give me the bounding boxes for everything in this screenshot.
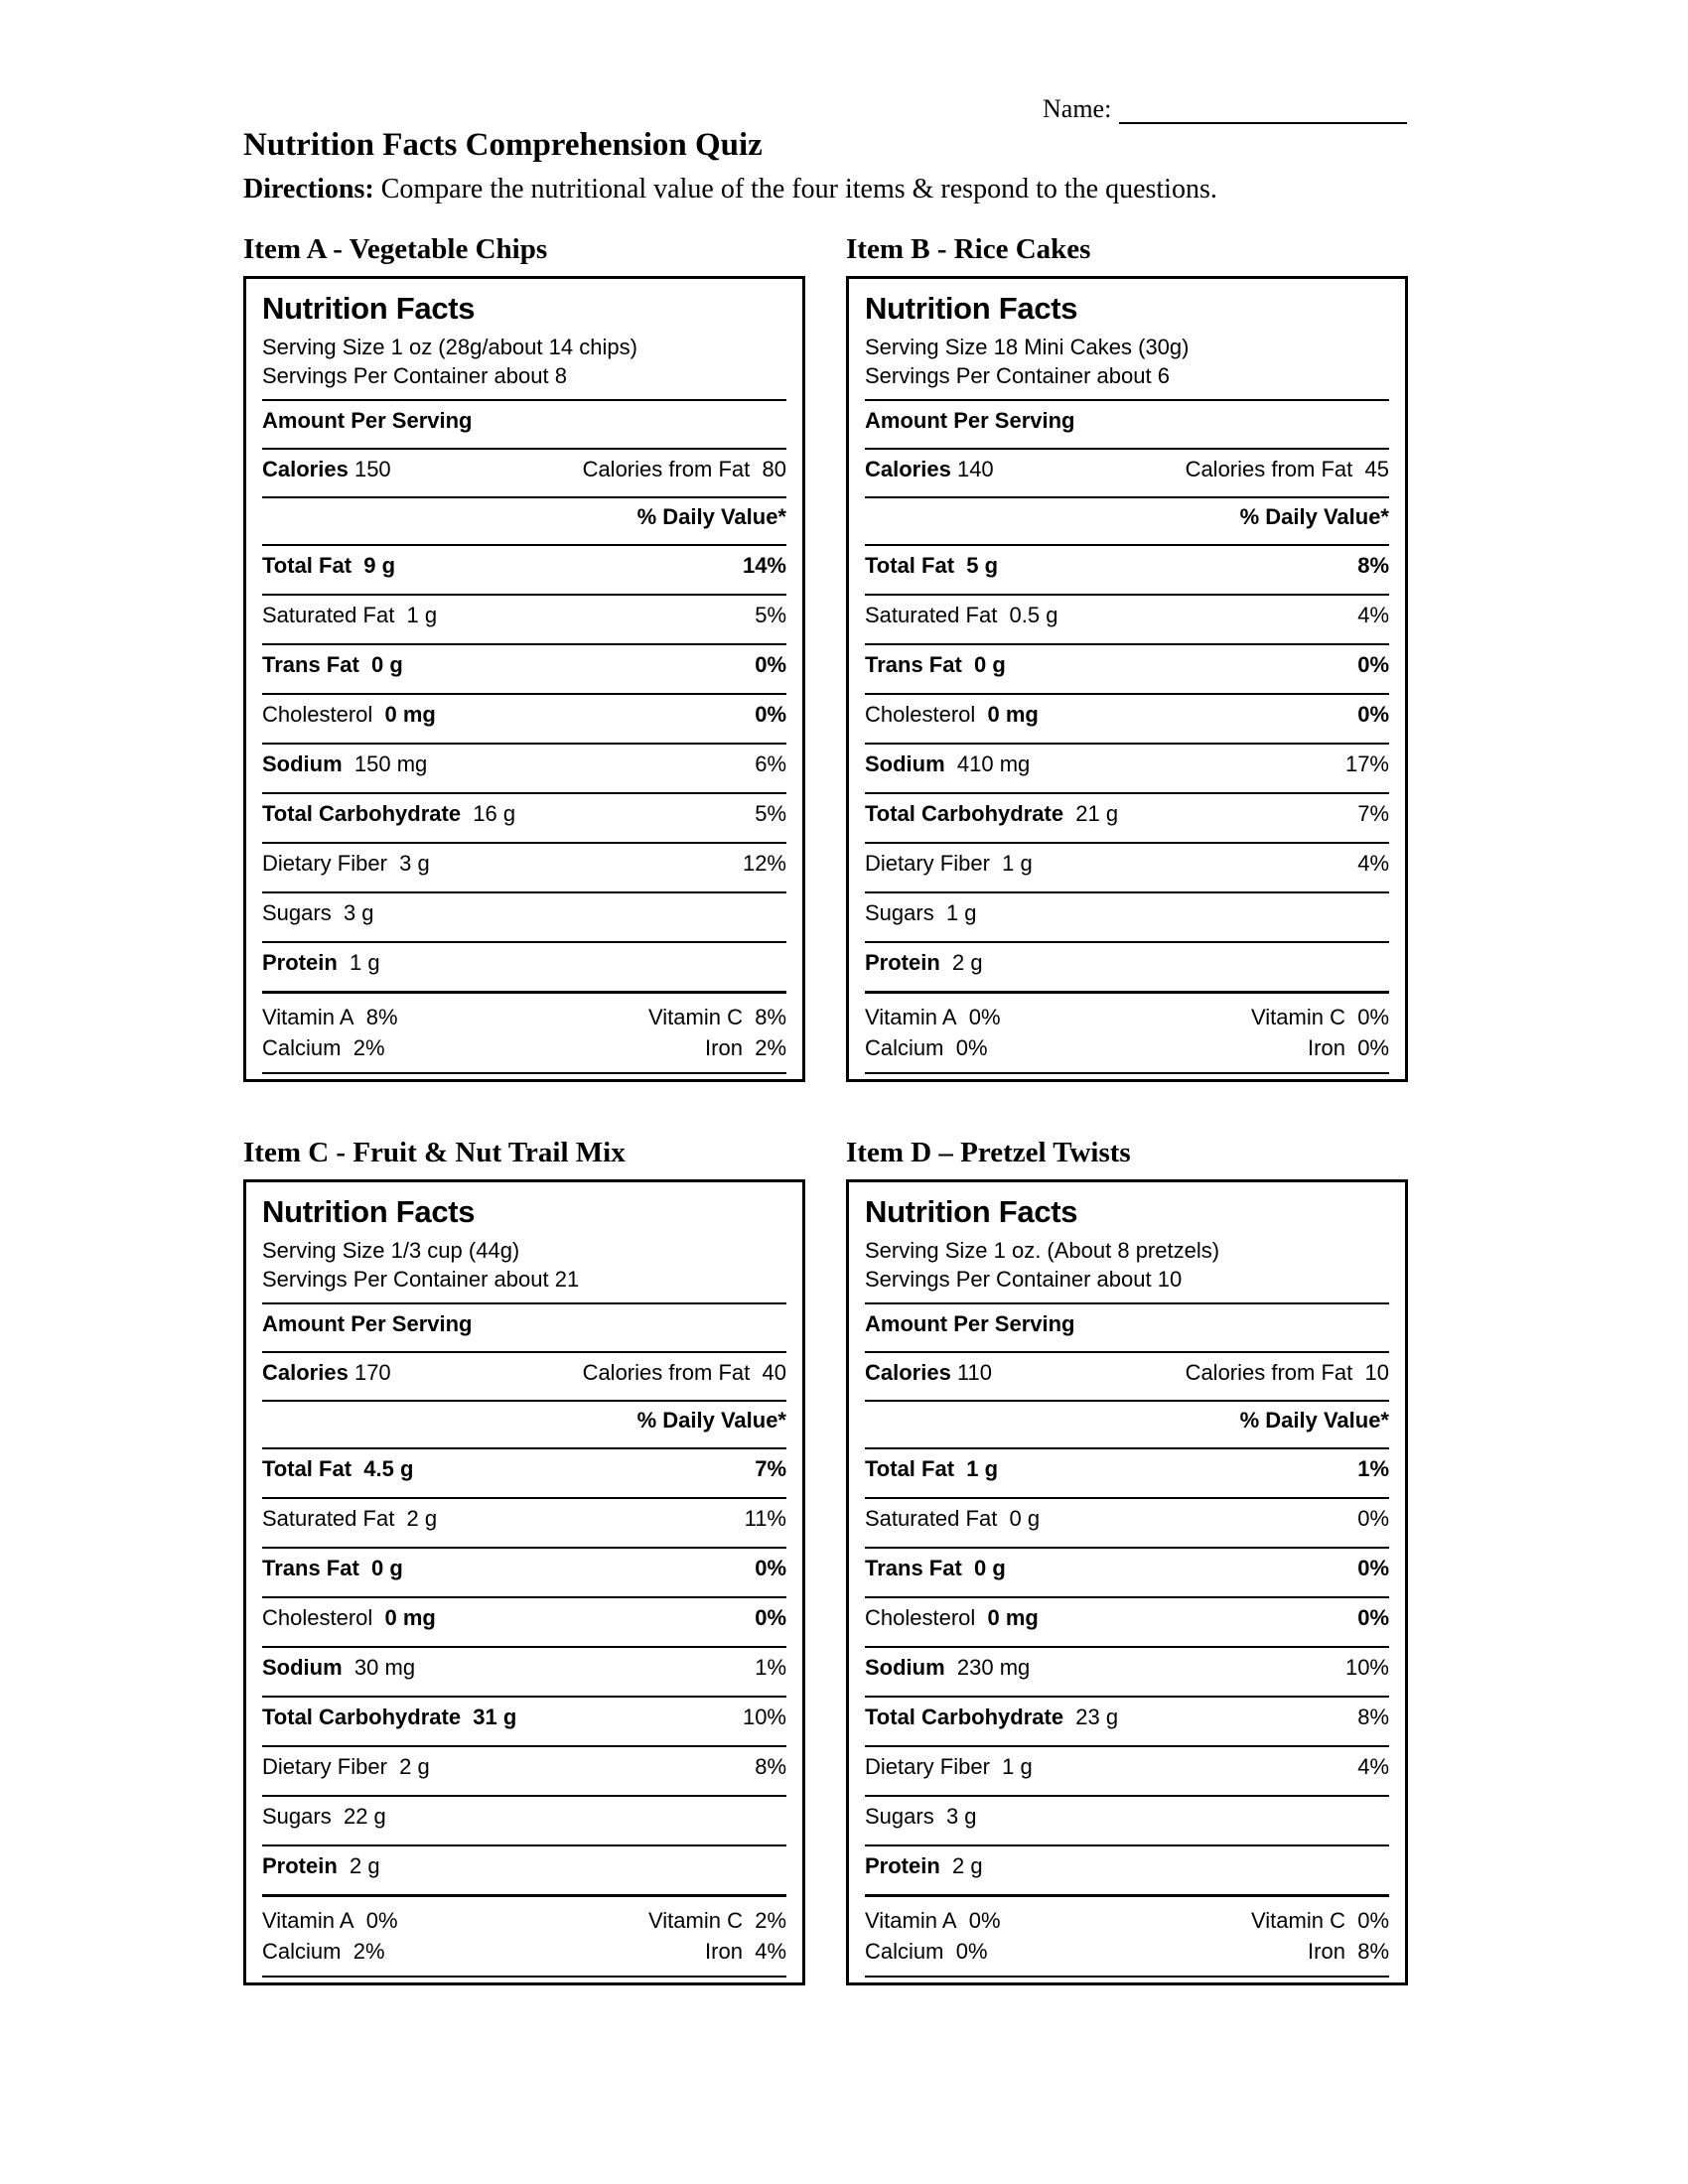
sugars-row-c bbox=[262, 1797, 786, 1837]
directions-label: Directions: bbox=[243, 174, 374, 205]
iron-value-d: 8% bbox=[1357, 1939, 1389, 1965]
trans-fat-label: Trans Fat bbox=[262, 651, 359, 677]
trans-fat-dv-b: 0% bbox=[1357, 651, 1389, 677]
dietary-fiber-label: Dietary Fiber bbox=[865, 850, 990, 876]
calories-row-c bbox=[262, 1353, 786, 1392]
sodium-value-a: 150 mg bbox=[353, 751, 428, 776]
total-carb-value-a: 16 g bbox=[473, 800, 516, 826]
cholesterol-value-a: 0 mg bbox=[384, 701, 436, 727]
cholesterol-value-b: 0 mg bbox=[987, 701, 1039, 727]
dietary-fiber-dv-a: 12% bbox=[742, 850, 786, 876]
total-fat-label: Total Fat bbox=[865, 1455, 955, 1481]
sodium-row-c bbox=[262, 1648, 786, 1688]
amount-per-serving-heading: Amount Per Serving bbox=[865, 1310, 1075, 1336]
servings-per-container-a: Servings Per Container about 8 bbox=[262, 363, 567, 389]
sugars-value-a: 3 g bbox=[343, 899, 374, 925]
saturated-fat-label: Saturated Fat bbox=[865, 602, 998, 627]
item-title-c: Item C - Fruit & Nut Trail Mix bbox=[243, 1137, 626, 1168]
serving-size-c: Serving Size 1/3 cup (44g) bbox=[262, 1238, 520, 1263]
total-fat-value-c: 4.5 g bbox=[363, 1455, 414, 1481]
calories-value-c: 170 bbox=[353, 1359, 391, 1385]
saturated-fat-row-a bbox=[262, 596, 786, 635]
nutrition-panel-b bbox=[846, 276, 1408, 1082]
name-field-row bbox=[1043, 94, 1407, 124]
vitamin-a-value-c: 0% bbox=[365, 1907, 398, 1933]
vitamin-a-label: Vitamin A bbox=[865, 1907, 957, 1933]
trans-fat-value-d: 0 g bbox=[974, 1555, 1006, 1580]
calories-row-a bbox=[262, 450, 786, 488]
sodium-dv-c: 1% bbox=[755, 1654, 786, 1680]
sodium-label: Sodium bbox=[262, 751, 343, 776]
vitamin-c-label: Vitamin C bbox=[1251, 1004, 1345, 1029]
calories-value-a: 150 bbox=[353, 456, 391, 481]
calcium-label: Calcium bbox=[865, 1939, 944, 1965]
saturated-fat-dv-c: 11% bbox=[744, 1505, 786, 1531]
nutrition-panel-d bbox=[846, 1179, 1408, 1985]
calories-label: Calories bbox=[262, 456, 349, 481]
total-fat-dv-d: 1% bbox=[1357, 1455, 1389, 1481]
dietary-fiber-row-c bbox=[262, 1747, 786, 1787]
total-fat-row-b bbox=[865, 546, 1389, 586]
cholesterol-label: Cholesterol bbox=[262, 701, 373, 727]
daily-value-heading: % Daily Value* bbox=[1239, 503, 1389, 529]
calories-label: Calories bbox=[865, 456, 951, 481]
calcium-label: Calcium bbox=[865, 1035, 944, 1061]
protein-value-d: 2 g bbox=[952, 1852, 983, 1878]
iron-value-c: 4% bbox=[755, 1939, 786, 1965]
total-fat-value-a: 9 g bbox=[363, 552, 396, 578]
amount-per-serving-heading: Amount Per Serving bbox=[262, 1310, 473, 1336]
dietary-fiber-label: Dietary Fiber bbox=[262, 1753, 387, 1779]
sodium-dv-b: 17% bbox=[1344, 751, 1389, 776]
nutrition-facts-heading: Nutrition Facts bbox=[865, 291, 1078, 326]
calories-from-fat-label: Calories from Fat bbox=[582, 456, 751, 481]
vitamin-c-label: Vitamin C bbox=[648, 1907, 743, 1933]
vitamin-c-label: Vitamin C bbox=[1251, 1907, 1345, 1933]
total-carb-label: Total Carbohydrate bbox=[865, 800, 1064, 826]
nutrition-facts-heading: Nutrition Facts bbox=[262, 1194, 476, 1229]
sugars-row-b bbox=[865, 893, 1389, 933]
total-fat-dv-b: 8% bbox=[1357, 552, 1389, 578]
calcium-value-d: 0% bbox=[955, 1939, 988, 1965]
dietary-fiber-row-d bbox=[865, 1747, 1389, 1787]
trans-fat-value-b: 0 g bbox=[974, 651, 1006, 677]
vitamin-c-value-d: 0% bbox=[1357, 1907, 1389, 1933]
cholesterol-dv-d: 0% bbox=[1357, 1604, 1389, 1630]
vitamin-a-label: Vitamin A bbox=[262, 1907, 354, 1933]
total-fat-dv-a: 14% bbox=[742, 552, 786, 578]
sugars-label: Sugars bbox=[262, 1803, 332, 1829]
nutrition-facts-heading: Nutrition Facts bbox=[865, 1194, 1078, 1229]
calories-from-fat-value-b: 45 bbox=[1364, 456, 1389, 481]
calories-value-d: 110 bbox=[956, 1359, 993, 1385]
vitamin-c-value-a: 8% bbox=[755, 1004, 786, 1029]
cholesterol-dv-b: 0% bbox=[1357, 701, 1389, 727]
cholesterol-row-b bbox=[865, 695, 1389, 735]
total-carb-dv-d: 8% bbox=[1357, 1704, 1389, 1729]
dietary-fiber-value-a: 3 g bbox=[399, 850, 430, 876]
iron-value-b: 0% bbox=[1357, 1035, 1389, 1061]
iron-label: Iron bbox=[1308, 1035, 1345, 1061]
sugars-value-c: 22 g bbox=[343, 1803, 386, 1829]
dietary-fiber-value-b: 1 g bbox=[1002, 850, 1033, 876]
calories-value-b: 140 bbox=[956, 456, 994, 481]
trans-fat-value-c: 0 g bbox=[371, 1555, 403, 1580]
sodium-value-d: 230 mg bbox=[956, 1654, 1031, 1680]
protein-value-a: 1 g bbox=[350, 949, 380, 975]
sugars-value-b: 1 g bbox=[945, 899, 977, 925]
total-carb-label: Total Carbohydrate bbox=[865, 1704, 1064, 1729]
sodium-label: Sodium bbox=[865, 1654, 945, 1680]
servings-per-container-d: Servings Per Container about 10 bbox=[865, 1267, 1183, 1293]
total-fat-value-b: 5 g bbox=[966, 552, 999, 578]
dietary-fiber-dv-d: 4% bbox=[1357, 1753, 1389, 1779]
calcium-label: Calcium bbox=[262, 1035, 342, 1061]
sodium-label: Sodium bbox=[865, 751, 945, 776]
vitamin-a-value-a: 8% bbox=[365, 1004, 398, 1029]
saturated-fat-value-c: 2 g bbox=[406, 1505, 438, 1531]
dietary-fiber-label: Dietary Fiber bbox=[865, 1753, 990, 1779]
vitamin-a-label: Vitamin A bbox=[262, 1004, 354, 1029]
sodium-value-c: 30 mg bbox=[353, 1654, 416, 1680]
sodium-value-b: 410 mg bbox=[956, 751, 1031, 776]
calories-from-fat-value-d: 10 bbox=[1364, 1359, 1389, 1385]
total-carb-label: Total Carbohydrate bbox=[262, 1704, 462, 1729]
dietary-fiber-dv-b: 4% bbox=[1357, 850, 1389, 876]
amount-per-serving-heading: Amount Per Serving bbox=[262, 407, 473, 433]
total-carb-dv-b: 7% bbox=[1357, 800, 1389, 826]
cholesterol-row-c bbox=[262, 1598, 786, 1638]
servings-per-container-c: Servings Per Container about 21 bbox=[262, 1267, 580, 1293]
saturated-fat-value-b: 0.5 g bbox=[1009, 602, 1058, 627]
saturated-fat-value-d: 0 g bbox=[1009, 1505, 1041, 1531]
amount-per-serving-heading: Amount Per Serving bbox=[865, 407, 1075, 433]
calories-row-b bbox=[865, 450, 1389, 488]
dietary-fiber-row-a bbox=[262, 844, 786, 884]
total-carb-row-a bbox=[262, 794, 786, 834]
saturated-fat-row-d bbox=[865, 1499, 1389, 1539]
total-fat-label: Total Fat bbox=[262, 1455, 352, 1481]
vitamin-a-value-d: 0% bbox=[968, 1907, 1001, 1933]
calories-label: Calories bbox=[262, 1359, 349, 1385]
cholesterol-label: Cholesterol bbox=[262, 1604, 373, 1630]
iron-label: Iron bbox=[1308, 1939, 1345, 1965]
dietary-fiber-value-c: 2 g bbox=[399, 1753, 430, 1779]
calories-from-fat-value-c: 40 bbox=[762, 1359, 786, 1385]
trans-fat-dv-a: 0% bbox=[755, 651, 786, 677]
vitamin-a-label: Vitamin A bbox=[865, 1004, 957, 1029]
trans-fat-row-d bbox=[865, 1549, 1389, 1588]
protein-label: Protein bbox=[865, 1852, 940, 1878]
calories-row-d bbox=[865, 1353, 1389, 1392]
total-carb-row-d bbox=[865, 1698, 1389, 1737]
page-title: Nutrition Facts Comprehension Quiz bbox=[243, 127, 763, 163]
daily-value-heading: % Daily Value* bbox=[1239, 1407, 1389, 1433]
saturated-fat-label: Saturated Fat bbox=[865, 1505, 998, 1531]
vitamin-c-value-c: 2% bbox=[755, 1907, 786, 1933]
total-fat-value-d: 1 g bbox=[966, 1455, 999, 1481]
sugars-label: Sugars bbox=[865, 899, 934, 925]
trans-fat-row-a bbox=[262, 645, 786, 685]
dietary-fiber-value-d: 1 g bbox=[1002, 1753, 1033, 1779]
sodium-row-a bbox=[262, 745, 786, 784]
total-carb-value-b: 21 g bbox=[1075, 800, 1119, 826]
sugars-row-d bbox=[865, 1797, 1389, 1837]
cholesterol-dv-a: 0% bbox=[755, 701, 786, 727]
saturated-fat-dv-b: 4% bbox=[1357, 602, 1389, 627]
protein-value-b: 2 g bbox=[952, 949, 983, 975]
name-input-blank[interactable] bbox=[1119, 96, 1407, 124]
name-label: Name: bbox=[1043, 94, 1112, 123]
protein-label: Protein bbox=[262, 1852, 338, 1878]
cholesterol-row-d bbox=[865, 1598, 1389, 1638]
total-carb-value-c: 31 g bbox=[473, 1704, 517, 1729]
vitamin-c-label: Vitamin C bbox=[648, 1004, 743, 1029]
saturated-fat-dv-d: 0% bbox=[1357, 1505, 1389, 1531]
dietary-fiber-dv-c: 8% bbox=[755, 1753, 786, 1779]
calories-label: Calories bbox=[865, 1359, 951, 1385]
vitamins-block-d bbox=[865, 1897, 1389, 1969]
daily-value-heading: % Daily Value* bbox=[636, 503, 786, 529]
total-fat-label: Total Fat bbox=[865, 552, 955, 578]
trans-fat-row-b bbox=[865, 645, 1389, 685]
nutrition-panel-a bbox=[243, 276, 805, 1082]
dietary-fiber-label: Dietary Fiber bbox=[262, 850, 387, 876]
nutrition-facts-heading: Nutrition Facts bbox=[262, 291, 476, 326]
total-carb-value-d: 23 g bbox=[1075, 1704, 1119, 1729]
directions-text: Compare the nutritional value of the four items & respond to the questions. bbox=[373, 174, 1217, 205]
saturated-fat-value-a: 1 g bbox=[406, 602, 438, 627]
protein-row-b bbox=[865, 943, 1389, 983]
sugars-label: Sugars bbox=[262, 899, 332, 925]
saturated-fat-label: Saturated Fat bbox=[262, 602, 395, 627]
trans-fat-label: Trans Fat bbox=[865, 1555, 962, 1580]
trans-fat-dv-c: 0% bbox=[755, 1555, 786, 1580]
calories-from-fat-label: Calories from Fat bbox=[1185, 1359, 1353, 1385]
dietary-fiber-row-b bbox=[865, 844, 1389, 884]
protein-row-d bbox=[865, 1846, 1389, 1886]
calcium-value-a: 2% bbox=[352, 1035, 385, 1061]
saturated-fat-row-b bbox=[865, 596, 1389, 635]
calcium-value-b: 0% bbox=[955, 1035, 988, 1061]
iron-label: Iron bbox=[705, 1035, 743, 1061]
servings-per-container-b: Servings Per Container about 6 bbox=[865, 363, 1170, 389]
vitamins-block-a bbox=[262, 994, 786, 1065]
calcium-label: Calcium bbox=[262, 1939, 342, 1965]
total-fat-label: Total Fat bbox=[262, 552, 352, 578]
daily-value-heading: % Daily Value* bbox=[636, 1407, 786, 1433]
total-carb-row-b bbox=[865, 794, 1389, 834]
sugars-value-d: 3 g bbox=[945, 1803, 977, 1829]
total-fat-row-a bbox=[262, 546, 786, 586]
vitamin-a-value-b: 0% bbox=[968, 1004, 1001, 1029]
total-fat-row-c bbox=[262, 1449, 786, 1489]
item-title-d: Item D – Pretzel Twists bbox=[846, 1137, 1131, 1168]
serving-size-a: Serving Size 1 oz (28g/about 14 chips) bbox=[262, 335, 637, 359]
vitamins-block-c bbox=[262, 1897, 786, 1969]
total-carb-dv-c: 10% bbox=[742, 1704, 786, 1729]
vitamins-block-b bbox=[865, 994, 1389, 1065]
cholesterol-dv-c: 0% bbox=[755, 1604, 786, 1630]
total-carb-label: Total Carbohydrate bbox=[262, 800, 462, 826]
sodium-dv-a: 6% bbox=[755, 751, 786, 776]
saturated-fat-label: Saturated Fat bbox=[262, 1505, 395, 1531]
directions bbox=[243, 174, 1217, 205]
saturated-fat-row-c bbox=[262, 1499, 786, 1539]
nutrition-panel-c bbox=[243, 1179, 805, 1985]
sugars-row-a bbox=[262, 893, 786, 933]
sodium-row-b bbox=[865, 745, 1389, 784]
total-fat-row-d bbox=[865, 1449, 1389, 1489]
cholesterol-label: Cholesterol bbox=[865, 1604, 976, 1630]
total-carb-dv-a: 5% bbox=[755, 800, 786, 826]
trans-fat-value-a: 0 g bbox=[371, 651, 403, 677]
serving-size-d: Serving Size 1 oz. (About 8 pretzels) bbox=[865, 1238, 1220, 1263]
calories-from-fat-label: Calories from Fat bbox=[582, 1359, 751, 1385]
trans-fat-row-c bbox=[262, 1549, 786, 1588]
sodium-row-d bbox=[865, 1648, 1389, 1688]
item-title-a: Item A - Vegetable Chips bbox=[243, 233, 548, 265]
trans-fat-label: Trans Fat bbox=[262, 1555, 359, 1580]
serving-size-b: Serving Size 18 Mini Cakes (30g) bbox=[865, 335, 1190, 359]
trans-fat-label: Trans Fat bbox=[865, 651, 962, 677]
iron-value-a: 2% bbox=[755, 1035, 786, 1061]
calcium-value-c: 2% bbox=[352, 1939, 385, 1965]
cholesterol-label: Cholesterol bbox=[865, 701, 976, 727]
sugars-label: Sugars bbox=[865, 1803, 934, 1829]
protein-row-a bbox=[262, 943, 786, 983]
calories-from-fat-value-a: 80 bbox=[762, 456, 786, 481]
calories-from-fat-label: Calories from Fat bbox=[1185, 456, 1353, 481]
total-fat-dv-c: 7% bbox=[755, 1455, 786, 1481]
vitamin-c-value-b: 0% bbox=[1357, 1004, 1389, 1029]
protein-label: Protein bbox=[865, 949, 940, 975]
iron-label: Iron bbox=[705, 1939, 743, 1965]
sodium-label: Sodium bbox=[262, 1654, 343, 1680]
protein-row-c bbox=[262, 1846, 786, 1886]
cholesterol-value-d: 0 mg bbox=[987, 1604, 1039, 1630]
cholesterol-row-a bbox=[262, 695, 786, 735]
trans-fat-dv-d: 0% bbox=[1357, 1555, 1389, 1580]
item-title-b: Item B - Rice Cakes bbox=[846, 233, 1091, 265]
sodium-dv-d: 10% bbox=[1344, 1654, 1389, 1680]
protein-value-c: 2 g bbox=[350, 1852, 380, 1878]
protein-label: Protein bbox=[262, 949, 338, 975]
cholesterol-value-c: 0 mg bbox=[384, 1604, 436, 1630]
total-carb-row-c bbox=[262, 1698, 786, 1737]
saturated-fat-dv-a: 5% bbox=[755, 602, 786, 627]
